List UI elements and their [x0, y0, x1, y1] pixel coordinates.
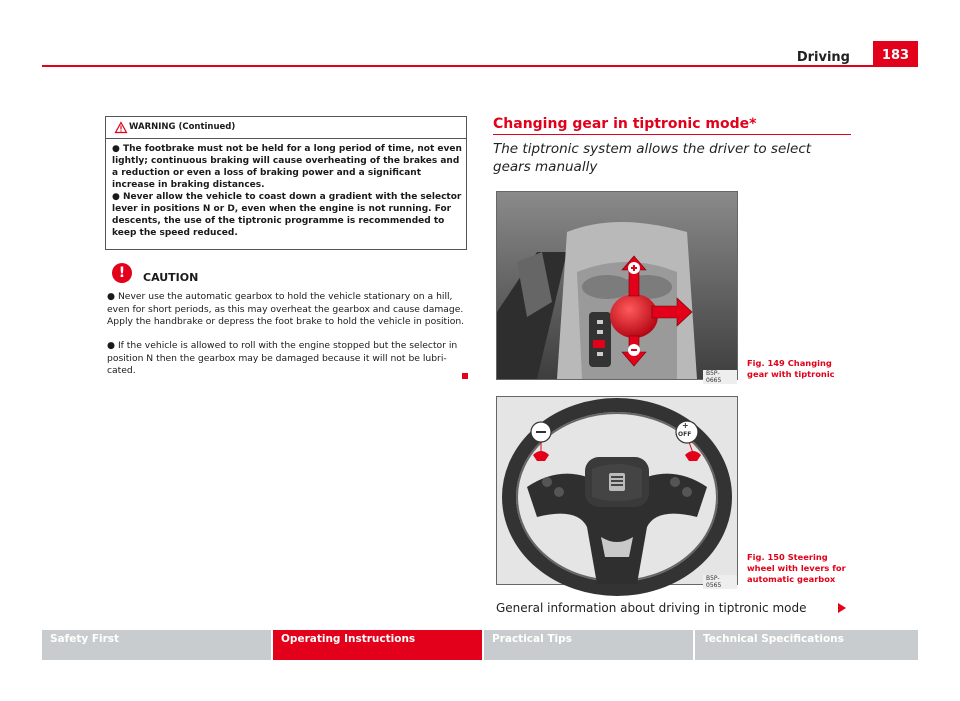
section-intro: The tiptronic system allows the driver to select gears manually [493, 141, 812, 175]
warning-triangle-icon [115, 122, 127, 133]
page-number: 183 [873, 41, 918, 67]
warning-paragraph: ● The footbrake must not be held for a long period of time, not even lightly; continuous braking will cause overheating of the brakes and a reduction or even a loss of braking power and a significant increase in braking distances. [112, 144, 462, 190]
figure-caption: Fig. 150 Steering wheel with levers for automatic gearbox [747, 552, 846, 584]
figure-code: B5P-0565 [703, 575, 737, 589]
steering-off-label: OFF [678, 431, 692, 438]
footer-tab-safety-first[interactable]: Safety First [42, 630, 271, 660]
steering-wheel-illustration [497, 397, 737, 584]
warning-heading-text: WARNING (Continued) [129, 122, 236, 132]
footer-tab-technical-specifications[interactable]: Technical Specifications [695, 630, 918, 660]
caution-heading: CAUTION [143, 271, 199, 284]
warning-box [105, 116, 467, 250]
section-title-rule [493, 134, 851, 135]
header-rule [42, 65, 918, 67]
gear-selector-illustration [497, 192, 737, 379]
figure-code: B5P-0665 [703, 370, 737, 384]
section-end-mark [462, 373, 468, 379]
continue-arrow-icon [838, 603, 846, 613]
link-general-information[interactable]: General information about driving in tiptronic mode [496, 601, 807, 615]
steering-plus-label: + [682, 421, 689, 430]
figure-gear-selector [496, 191, 738, 384]
footer-tab-practical-tips[interactable]: Practical Tips [484, 630, 693, 660]
caution-exclamation-icon: ! [112, 263, 132, 283]
page-section-title: Driving [796, 50, 850, 65]
footer-tab-operating-instructions[interactable]: Operating Instructions [273, 630, 482, 660]
caution-paragraph: ● If the vehicle is allowed to roll with the engine stopped but the selector in position N then the gearbox may be damaged because it will not be lubricated. [107, 340, 458, 376]
figure-caption: Fig. 149 Changing gear with tiptronic [747, 358, 835, 379]
warning-paragraph: ● Never allow the vehicle to coast down a gradient with the selector lever in positions N or D, even when the engine is not running. For descents, the use of the tiptronic programme is recommended to keep the speed reduced. [112, 192, 462, 238]
section-title: Changing gear in tiptronic mode* [493, 116, 757, 132]
caution-paragraph: ● Never use the automatic gearbox to hold the vehicle stationary on a hill, even for short periods, as this may overheat the gearbox and cause damage. Apply the handbrake or depress the foot brake to hold the vehicle in position. [107, 291, 465, 327]
warning-heading [106, 117, 466, 139]
figure-steering-wheel [496, 396, 738, 589]
